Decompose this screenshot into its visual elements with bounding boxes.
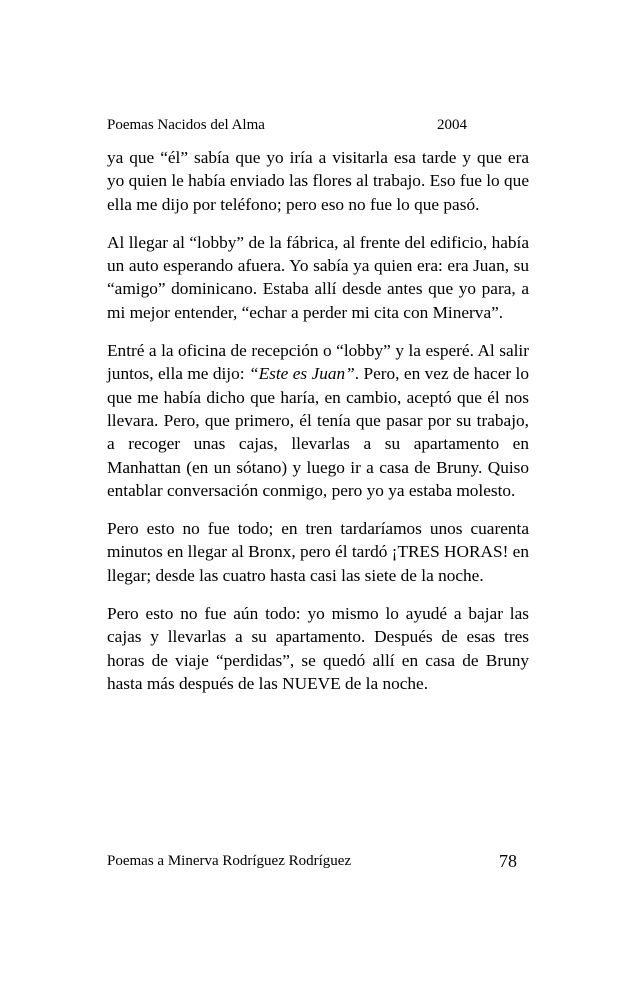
paragraph-4: Pero esto no fue todo; en tren tardaríamos unos cuarenta minutos en llegar al Bronx, pero él tardó ¡TRES HORAS! en llegar; desde las cuatro hasta casi las siete de la noche. [107,519,529,585]
header-book-title: Poemas Nacidos del Alma [107,117,265,133]
paragraph-5: Pero esto no fue aún todo: yo mismo lo ayudé a bajar las cajas y llevarlas a su apartamento. Después de esas tres horas de viaje “perdidas”, se quedó allí en casa de Bruny hasta más después de las NUEVE de la noche. [107,604,529,693]
page-number: 78 [499,851,517,871]
paragraph-1: ya que “él” sabía que yo iría a visitarla esa tarde y que era yo quien le había enviado las flores al trabajo. Eso fue lo que ella me dijo por teléfono; pero eso no fue lo que pasó. [107,148,529,214]
paragraph-3 [107,339,529,502]
paragraph-3-text-start: Entré a la oficina de recepción o “lobby” y la esperé. Al salir juntos, ella me dijo: [107,341,529,384]
body-text [107,146,529,695]
page-footer [107,851,529,875]
footer-author: Poemas a Minerva Rodríguez Rodríguez [107,853,352,869]
paragraph-2: Al llegar al “lobby” de la fábrica, al frente del edificio, había un auto esperando afuera. Yo sabía ya quien era: era Juan, su “amigo” dominicano. Estaba allí desde antes que yo para, a mi mejor entender, “echar a perder mi cita con Minerva”. [107,232,529,322]
header-year: 2004 [437,117,467,133]
paragraph-3-text-end: . Pero, en vez de hacer lo que me había dicho que haría, en cambio, aceptó que él nos llevara. Pero, que primero, él tenía que pasar por su trabajo, a recoger unas cajas, llevarlas a su apartamento en Manhattan (en un sótano) y luego ir a casa de Bruny. Quiso entablar conversación conmigo, pero yo ya estaba molesto. [107,364,530,500]
page-header [107,117,529,139]
paragraph-3-quote: “Este es Juan” [248,364,355,384]
